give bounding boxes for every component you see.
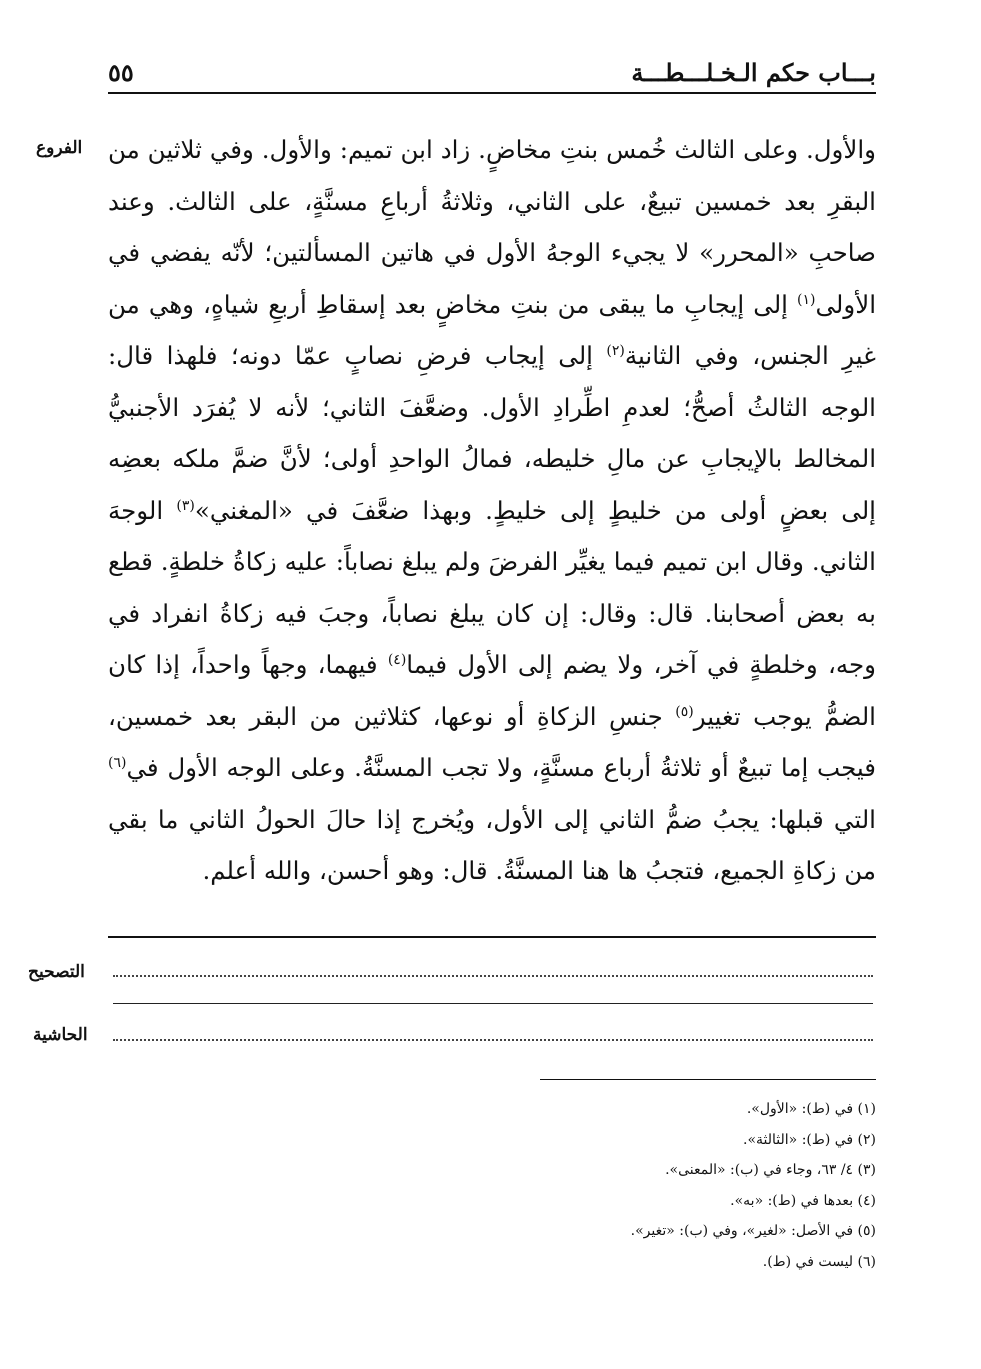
footnote-3: (٣) ٤/ ٦٣، وجاء في (ب): «المعنى». (665, 1162, 876, 1178)
side-label-furu: الفروع (36, 138, 83, 158)
footnote-6: (٦) ليست في (ط). (762, 1253, 876, 1270)
running-header (108, 58, 876, 88)
chapter-title: بـــاب حكم الـخـلـــطـــة (631, 58, 876, 87)
main-text (108, 124, 876, 897)
text-segment-3: إلى إيجاب فرضِ نصابٍ عمّا دونه؛ فلهذا قال: الوجه الثالثُ أصحُّ؛ لعدمِ اطِّرادِ الأول. وضعَّفَ الثاني؛ لأنه لا يُفرَد الأجنبيُّ المخالط بالإيجابِ عن مالِ خليطه، فمالُ الواحدِ أولى؛ لأنَّ ضمَّ ملكه بعضِه إلى بعضٍ أولى من خليطٍ إلى خليطٍ. وبهذا ضعَّفَ في «المغني» (108, 341, 876, 525)
section-divider (108, 936, 876, 938)
text-segment-1: والأول. وعلى الثالث خُمس بنتِ مخاضٍ. زاد ابن تميم: والأول. وفي ثلاثين من البقرِ بعد خمسين تبيعٌ، على الثاني، وثلاثةُ أرباعِ مسنَّةٍ، على الثالث. وعند صاحبِ «المحرر» لا يجيء الوجهُ الأول في هاتين المسألتين؛ لأنّه يفضي في الأولى (108, 135, 876, 319)
footnote-ref-6: (٦) (108, 754, 127, 771)
footnote-ref-5: (٥) (675, 703, 694, 720)
footnote-2: (٢) في (ط): «الثالثة». (743, 1131, 876, 1148)
footnote-ref-3: (٣) (176, 497, 195, 514)
header-rule (108, 92, 876, 94)
text-segment-5: فيهما، وجهاً واحداً، إذا كان الضمُّ يوجب تغيير (108, 650, 876, 731)
footnote-1: (١) في (ط): «الأول». (746, 1101, 876, 1117)
footnote-ref-1: (١) (797, 291, 816, 308)
text-segment-7: التي قبلها: يجبُ ضمُّ الثاني إلى الأول، ويُخرج إذا حالَ الحولُ الثاني ما بقي من زكاةِ الجميع، فتجبُ ها هنا المسنَّةُ. قال: وهو أحسن، والله أعلم. (108, 804, 876, 885)
text-segment-6: جنسِ الزكاةِ أو نوعها، كثلاثين من البقر بعد خمسين، فيجب إما تبيعٌ أو ثلاثةُ أرباع مسنَّةٍ، ولا تجب المسنَّةُ. وعلى الوجه الأول في (108, 701, 876, 782)
footnote-ref-2: (٢) (606, 342, 625, 359)
annotation-dotted-line (113, 1039, 873, 1041)
correction-dotted-line (113, 975, 873, 977)
footnote-ref-4: (٤) (387, 651, 407, 668)
side-label-annotation: الحاشية (33, 1025, 88, 1045)
page-number: ٥٥ (108, 58, 134, 87)
correction-rule (113, 1003, 873, 1004)
footnotes (400, 1094, 876, 1277)
text-segment-2: إلى إيجابِ ما يبقى من بنتِ مخاضٍ بعد إسقاطِ أربعِ شياهٍ، وهي من غيرِ الجنس، وفي الثانية (108, 289, 876, 370)
side-label-correction: التصحيح (28, 962, 85, 982)
main-paragraph (108, 124, 876, 897)
footnote-5: (٥) في الأصل: «لغير»، وفي (ب): «تغير». (630, 1223, 876, 1239)
footnote-separator (540, 1079, 876, 1080)
text-segment-4: الوجهَ الثاني. وقال ابن تميم فيما يغيِّر الفرضَ ولم يبلغ نصاباً: عليه زكاةُ خلطةٍ. قطع به بعض أصحابنا. قال: وقال: إن كان يبلغ نصاباً، وجبَ فيه زكاةُ انفراد في وجه، وخلطةٍ في آخر، ولا يضم إلى الأول فيما (108, 495, 876, 679)
footnote-4: (٤) بعدها في (ط): «به». (730, 1192, 876, 1209)
